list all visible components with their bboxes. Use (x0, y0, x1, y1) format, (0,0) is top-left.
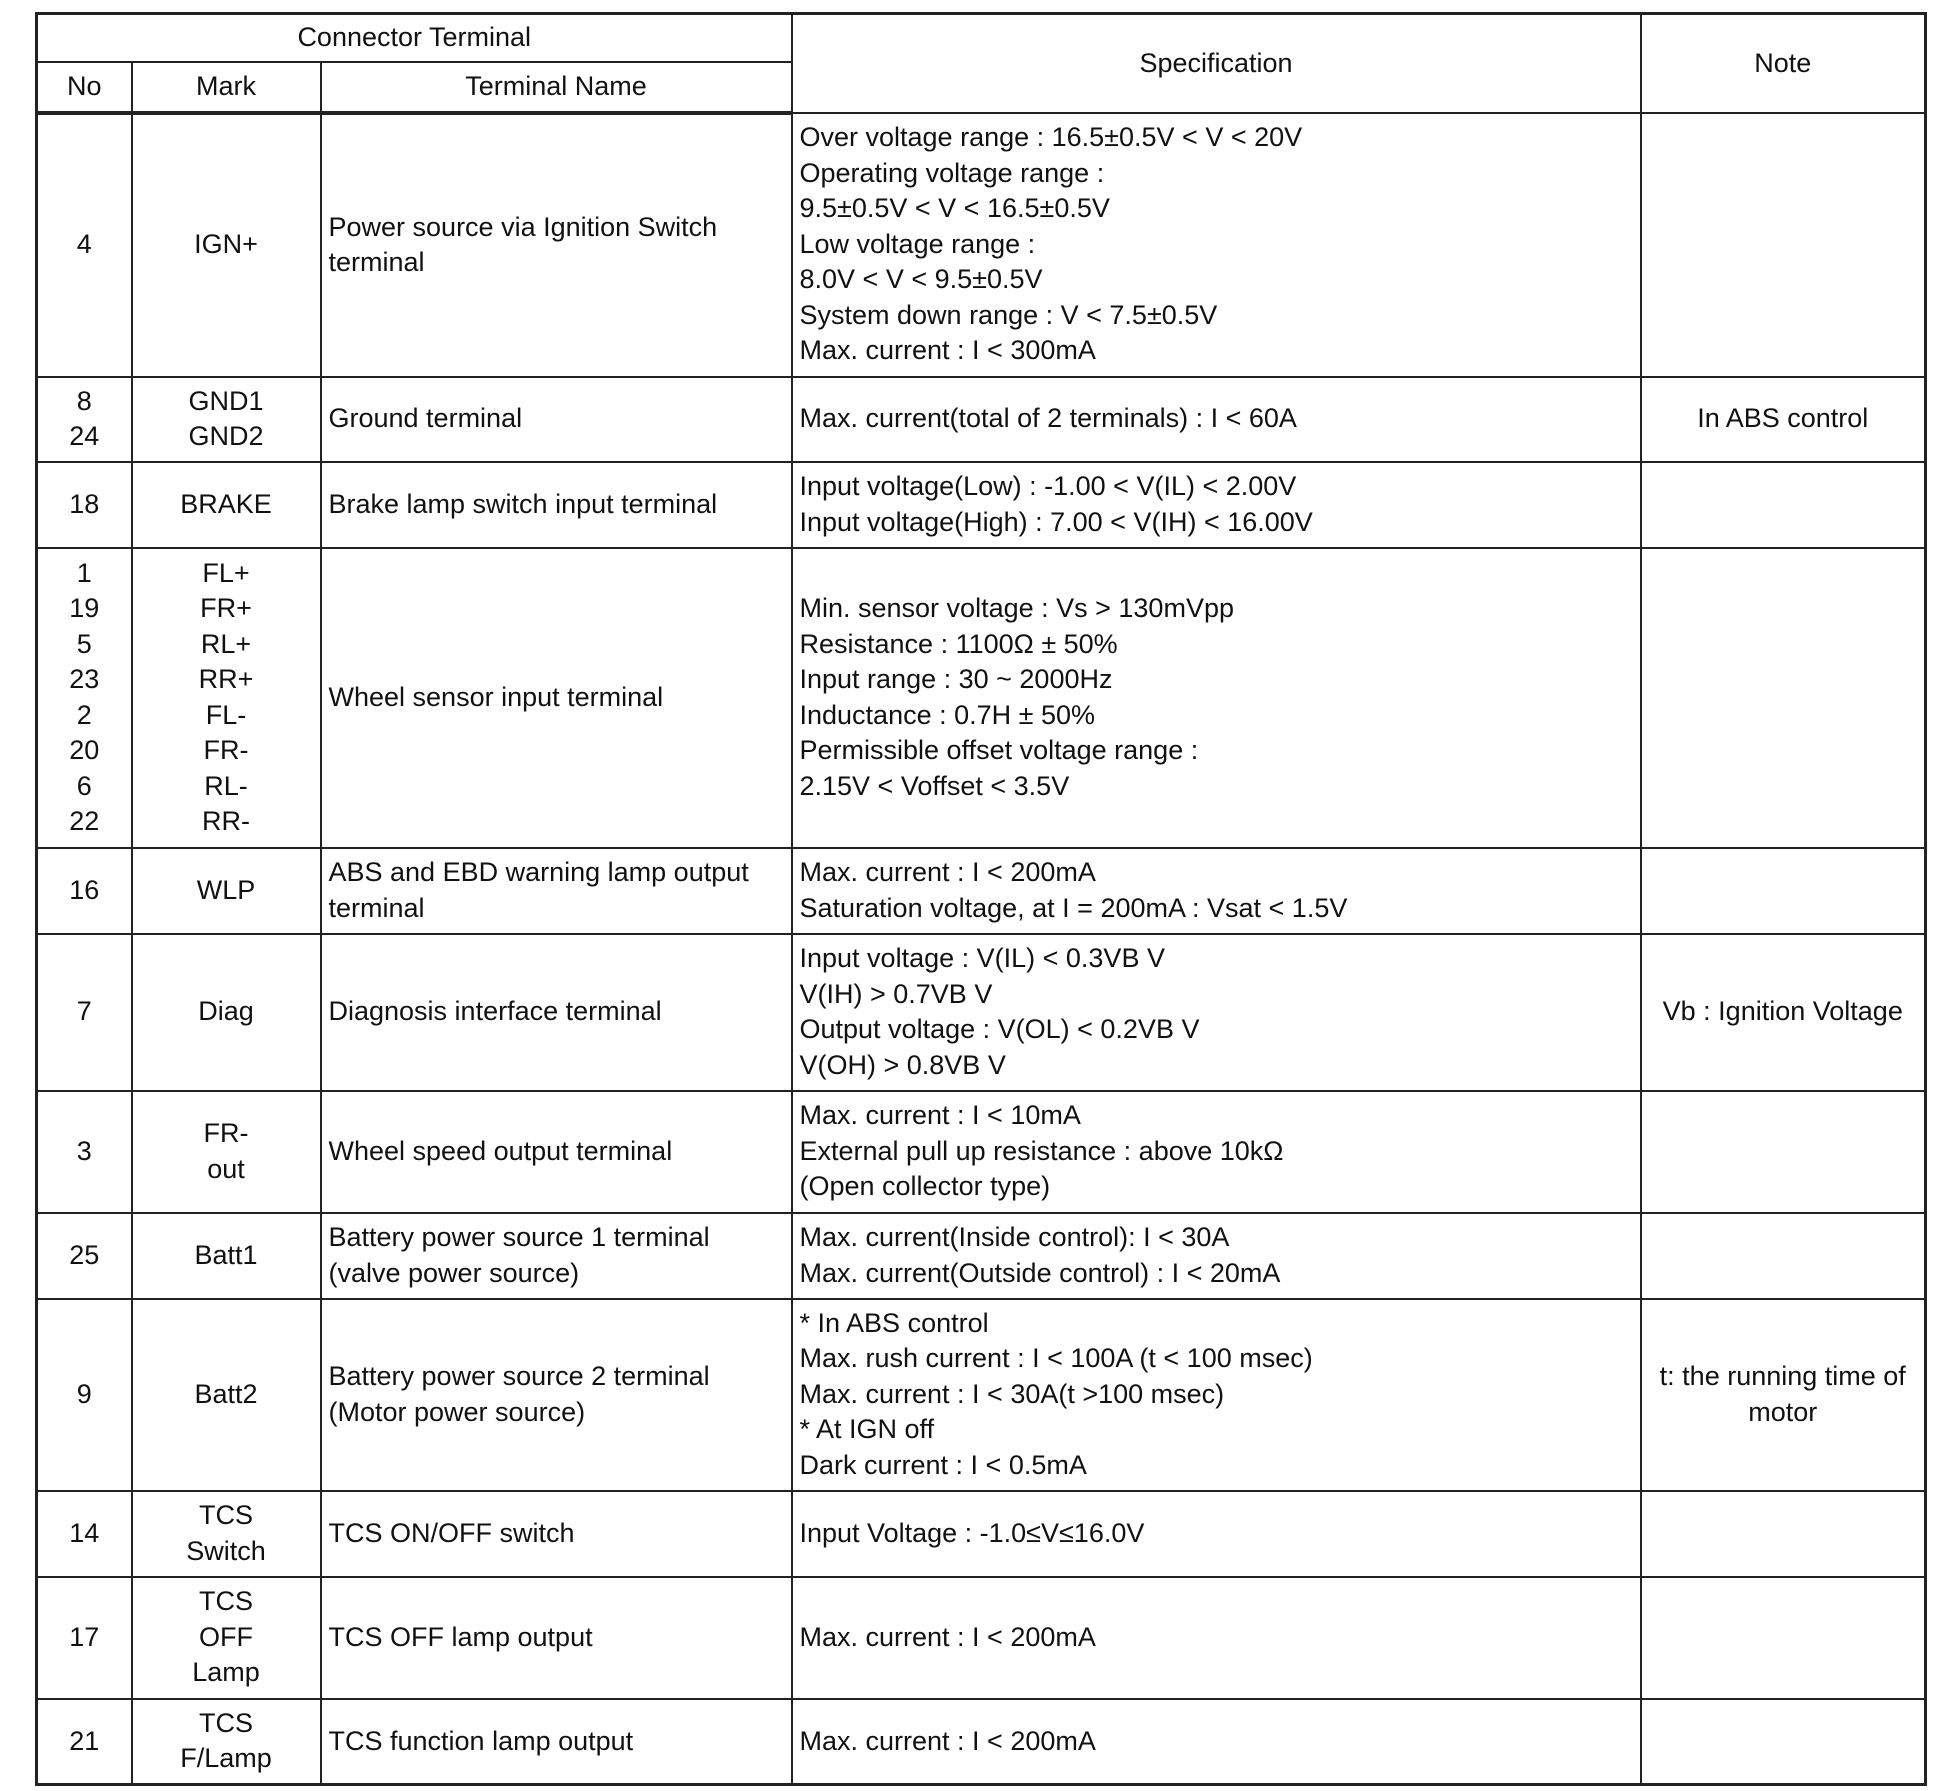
cell-line: Lamp (192, 1657, 260, 1688)
cell-line: (valve power source) (328, 1257, 580, 1288)
cell-line: V(IH) > 0.7VB V (799, 978, 993, 1009)
cell-line: Input range : 30 ~ 2000Hz (799, 664, 1113, 694)
cell-mark (132, 1491, 321, 1577)
cell-specification (792, 113, 1641, 377)
header-note: Note (1641, 14, 1926, 113)
cell-line: Max. current(Outside control) : I < 20mA (799, 1257, 1281, 1288)
cell-line: TCS (199, 1500, 253, 1530)
cell-note (1641, 462, 1926, 548)
cell-terminal-name (321, 1091, 792, 1213)
cell-no (37, 377, 132, 462)
cell-line: * In ABS control (799, 1307, 989, 1338)
cell-specification (792, 1577, 1641, 1699)
cell-line: FL+ (202, 557, 250, 588)
cell-line: Max. current : I < 200mA (799, 1725, 1096, 1756)
cell-note (1641, 1213, 1926, 1299)
cell-specification (792, 548, 1641, 848)
cell-no (37, 548, 132, 848)
table-body (37, 113, 1926, 1785)
cell-specification (792, 377, 1641, 462)
cell-line: t: the running time of (1659, 1361, 1906, 1391)
cell-line: Max. current : I < 200mA (799, 857, 1096, 887)
cell-line: OFF (199, 1621, 253, 1652)
cell-line: 21 (69, 1725, 100, 1756)
cell-line: Vb : Ignition Voltage (1662, 996, 1903, 1027)
cell-line: (Open collector type) (799, 1171, 1051, 1202)
cell-line: FR- (203, 735, 249, 765)
cell-mark (132, 848, 321, 934)
cell-line: V(OH) > 0.8VB V (799, 1049, 1006, 1080)
cell-line: Brake lamp switch input terminal (328, 488, 718, 519)
cell-line: ABS and EBD warning lamp output (328, 857, 749, 887)
cell-line: GND2 (188, 421, 264, 451)
cell-no (37, 1091, 132, 1213)
table-row (37, 934, 1926, 1091)
cell-mark (132, 1213, 321, 1299)
cell-mark (132, 113, 321, 377)
cell-line: 23 (69, 664, 100, 694)
cell-terminal-name (321, 462, 792, 548)
cell-line: Power source via Ignition Switch (328, 211, 718, 242)
cell-line: 1 (76, 557, 92, 588)
cell-line: 9 (76, 1378, 92, 1409)
cell-no (37, 1699, 132, 1785)
cell-line: TCS (199, 1707, 253, 1738)
cell-line: In ABS control (1697, 403, 1869, 434)
cell-line: Input voltage(High) : 7.00 < V(IH) < 16.00V (799, 506, 1313, 537)
cell-note (1641, 1491, 1926, 1577)
cell-line: RL+ (200, 628, 252, 659)
cell-line: Dark current : I < 0.5mA (799, 1449, 1087, 1480)
table-row (37, 548, 1926, 848)
cell-specification (792, 1699, 1641, 1785)
cell-line: 6 (76, 770, 92, 801)
terminal-spec-table (35, 12, 1927, 1786)
cell-line: IGN+ (194, 229, 258, 260)
cell-line: FL- (205, 699, 247, 730)
cell-specification (792, 1491, 1641, 1577)
cell-mark (132, 462, 321, 548)
cell-terminal-name (321, 548, 792, 848)
cell-line: Battery power source 2 terminal (328, 1361, 710, 1391)
table-row (37, 113, 1926, 377)
cell-line: (Motor power source) (328, 1396, 586, 1427)
cell-specification (792, 848, 1641, 934)
table-row (37, 377, 1926, 462)
cell-note (1641, 1299, 1926, 1491)
cell-line: 20 (69, 735, 100, 765)
cell-terminal-name (321, 113, 792, 377)
cell-terminal-name (321, 1491, 792, 1577)
header-mark: Mark (132, 62, 321, 113)
cell-line: Max. current : I < 30A(t >100 msec) (799, 1378, 1225, 1409)
table-row (37, 1091, 1926, 1213)
cell-line: 4 (76, 229, 92, 260)
cell-specification (792, 1091, 1641, 1213)
table-row (37, 1699, 1926, 1785)
cell-terminal-name (321, 1699, 792, 1785)
table-row (37, 1213, 1926, 1299)
cell-line: 16 (69, 874, 100, 905)
cell-line: Switch (186, 1535, 266, 1566)
cell-note (1641, 377, 1926, 462)
cell-line: terminal (328, 247, 425, 277)
cell-line: Battery power source 1 terminal (328, 1222, 710, 1252)
cell-line: 2.15V < Voffset < 3.5V (799, 770, 1070, 801)
cell-terminal-name (321, 1577, 792, 1699)
cell-line: 24 (69, 421, 100, 451)
cell-line: External pull up resistance : above 10kΩ (799, 1135, 1284, 1166)
cell-line: Max. current(total of 2 terminals) : I < 60A (799, 403, 1297, 434)
cell-line: Low voltage range : (799, 228, 1036, 259)
cell-line: 9.5±0.5V < V < 16.5±0.5V (799, 193, 1110, 224)
cell-line: Inductance : 0.7H ± 50% (799, 699, 1095, 730)
cell-no (37, 1577, 132, 1699)
cell-line: RR+ (198, 664, 254, 694)
cell-line: Input Voltage : -1.0≤V≤16.0V (799, 1517, 1145, 1548)
cell-note (1641, 934, 1926, 1091)
cell-line: 22 (69, 806, 100, 836)
cell-line: 17 (69, 1621, 100, 1652)
cell-line: Saturation voltage, at I = 200mA : Vsat < 1.5V (799, 892, 1348, 923)
cell-line: 8 (76, 385, 92, 416)
cell-line: Permissible offset voltage range : (799, 735, 1199, 765)
cell-line: motor (1748, 1396, 1818, 1427)
cell-line: Diag (198, 996, 254, 1027)
cell-line: RR- (202, 806, 250, 836)
cell-note (1641, 548, 1926, 848)
table-row (37, 1577, 1926, 1699)
cell-line: BRAKE (180, 488, 272, 519)
table-row (37, 462, 1926, 548)
cell-mark (132, 377, 321, 462)
table-row (37, 1299, 1926, 1491)
cell-line: Input voltage(Low) : -1.00 < V(IL) < 2.00V (799, 471, 1297, 501)
cell-line: Max. current : I < 200mA (799, 1621, 1096, 1652)
cell-line: terminal (328, 892, 425, 923)
cell-note (1641, 1699, 1926, 1785)
cell-line: Wheel speed output terminal (328, 1135, 673, 1166)
cell-line: TCS ON/OFF switch (328, 1517, 575, 1548)
cell-line: WLP (196, 874, 256, 905)
cell-line: FR+ (200, 593, 252, 623)
cell-line: Wheel sensor input terminal (328, 681, 664, 712)
header-terminal-name: Terminal Name (321, 62, 792, 113)
cell-no (37, 848, 132, 934)
cell-mark (132, 548, 321, 848)
cell-specification (792, 1213, 1641, 1299)
cell-line: Over voltage range : 16.5±0.5V < V < 20V (799, 122, 1303, 153)
cell-mark (132, 1577, 321, 1699)
cell-line: Input voltage : V(IL) < 0.3VB V (799, 943, 1165, 973)
cell-terminal-name (321, 934, 792, 1091)
header-no: No (37, 62, 132, 113)
cell-no (37, 934, 132, 1091)
cell-line: GND1 (188, 385, 264, 416)
cell-terminal-name (321, 848, 792, 934)
cell-line: TCS (199, 1586, 253, 1617)
cell-specification (792, 1299, 1641, 1491)
cell-line: 18 (69, 488, 100, 519)
cell-mark (132, 934, 321, 1091)
cell-line: Diagnosis interface terminal (328, 996, 662, 1027)
cell-no (37, 1213, 132, 1299)
cell-line: 8.0V < V < 9.5±0.5V (799, 264, 1043, 295)
cell-line: 5 (76, 628, 92, 659)
cell-note (1641, 1091, 1926, 1213)
table-row (37, 848, 1926, 934)
cell-line: F/Lamp (180, 1743, 272, 1774)
cell-line: TCS function lamp output (328, 1725, 634, 1756)
header-connector-terminal: Connector Terminal (37, 14, 792, 62)
cell-terminal-name (321, 377, 792, 462)
cell-line: * At IGN off (799, 1414, 935, 1445)
cell-line: Min. sensor voltage : Vs > 130mVpp (799, 593, 1234, 623)
cell-terminal-name (321, 1299, 792, 1491)
cell-line: Max. current : I < 300mA (799, 335, 1096, 366)
cell-line: 3 (76, 1135, 92, 1166)
cell-terminal-name (321, 1213, 792, 1299)
cell-line: RL- (204, 770, 248, 801)
cell-line: out (207, 1153, 245, 1184)
cell-note (1641, 848, 1926, 934)
cell-line: Batt2 (194, 1378, 258, 1409)
cell-line: Operating voltage range : (799, 157, 1105, 188)
cell-line: 25 (69, 1239, 100, 1270)
cell-mark (132, 1299, 321, 1491)
cell-mark (132, 1091, 321, 1213)
table-row (37, 1491, 1926, 1577)
cell-line: System down range : V < 7.5±0.5V (799, 299, 1218, 330)
cell-line: Max. rush current : I < 100A (t < 100 msec) (799, 1343, 1313, 1374)
cell-line: 2 (76, 699, 92, 730)
cell-no (37, 113, 132, 377)
cell-line: 14 (69, 1517, 100, 1548)
cell-line: FR- (203, 1118, 249, 1148)
cell-line: 7 (76, 996, 92, 1027)
cell-specification (792, 462, 1641, 548)
cell-line: Resistance : 1100Ω ± 50% (799, 628, 1118, 659)
cell-note (1641, 113, 1926, 377)
cell-mark (132, 1699, 321, 1785)
cell-note (1641, 1577, 1926, 1699)
cell-no (37, 1491, 132, 1577)
cell-line: 19 (69, 593, 100, 623)
cell-line: Ground terminal (328, 403, 523, 434)
cell-line: TCS OFF lamp output (328, 1621, 593, 1652)
cell-specification (792, 934, 1641, 1091)
cell-line: Output voltage : V(OL) < 0.2VB V (799, 1014, 1200, 1044)
cell-line: Batt1 (194, 1239, 258, 1270)
cell-no (37, 1299, 132, 1491)
cell-line: Max. current : I < 10mA (799, 1100, 1081, 1131)
cell-line: Max. current(Inside control): I < 30A (799, 1222, 1230, 1252)
header-specification: Specification (792, 14, 1641, 113)
cell-no (37, 462, 132, 548)
